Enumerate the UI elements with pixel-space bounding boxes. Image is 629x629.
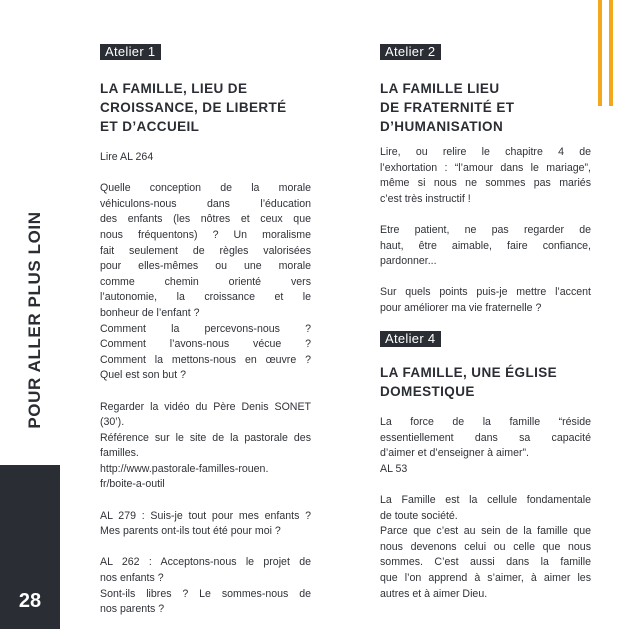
text-line: même si nous ne sommes pas mariés (380, 177, 591, 190)
text-line: nous fréquentons) ? Un moralisme (100, 228, 311, 241)
atelier-4-title (380, 363, 592, 401)
text-line: La force de la famille “réside (380, 416, 591, 428)
text-line: nos enfants ? (100, 572, 164, 585)
title-line: LA FAMILLE LIEU (380, 81, 500, 96)
text-line: d’aimer et d’enseigner à aimer”. (380, 447, 529, 460)
text-line: AL 279 : Suis-je tout pour mes enfants ? (100, 509, 311, 522)
text-line: comme chemin orienté vers (100, 275, 311, 288)
text-line: http://www.pastorale-familles-rouen. (100, 462, 269, 475)
text-line: véhiculons-nous dans l’éducation (100, 197, 311, 210)
title-line: D’HUMANISATION (380, 119, 504, 134)
text-line: Quelle conception de la morale (100, 182, 311, 195)
text-line: fr/boite-a-outil (100, 478, 165, 491)
text-line: sommes. C’est aussi dans la famille (380, 556, 591, 569)
atelier-2-title (380, 79, 592, 136)
text-line: nous devenons celui ou celle que nous (380, 540, 591, 553)
text-line: Parce que c’est au sein de la famille que (380, 525, 591, 538)
text-line: pour elles-mêmes ou une morale (100, 260, 311, 273)
title-line: LA FAMILLE, LIEU DE (100, 81, 248, 96)
atelier-1-body (100, 150, 311, 618)
text-line: l’autonomie, la croissance et le (100, 291, 311, 304)
text-line: Comment la percevons-nous ? (100, 322, 311, 335)
text-line: (30’). (100, 416, 125, 429)
atelier-4-body (380, 415, 591, 602)
title-line: DOMESTIQUE (380, 384, 475, 399)
section-title-vertical: POUR ALLER PLUS LOIN (25, 211, 44, 429)
atelier-2-badge: Atelier 2 (380, 44, 441, 60)
atelier-2-body (380, 145, 591, 317)
text-line: nos parents ? (100, 603, 165, 616)
text-line: Comment la mettons-nous en œuvre ? (100, 353, 311, 366)
atelier-1-badge: Atelier 1 (100, 44, 161, 60)
text-line: haut, être aimable, faire confiance, (380, 239, 591, 252)
text-line: que l’on apprend à s’aimer, à aimer les (380, 571, 591, 584)
text-line: familles. (100, 447, 139, 460)
text-line: fait seulement de règles valorisées (100, 244, 311, 257)
text-line: Sur quels points puis-je mettre l’accent (380, 286, 591, 299)
text-line: autres et à aimer Dieu. (380, 587, 488, 600)
text-line: de toute société. (380, 509, 458, 522)
page-number: 28 (18, 590, 42, 612)
text-line: Regarder la vidéo du Père Denis SONET (100, 400, 311, 413)
accent-line-1 (598, 0, 602, 106)
text-line: Comment l’avons-nous vécue ? (100, 338, 311, 351)
text-line: pardonner... (380, 255, 437, 268)
text-line: La Famille est la cellule fondamentale (380, 493, 591, 506)
title-line: ET D’ACCUEIL (100, 119, 200, 134)
text-line: AL 53 (380, 462, 408, 475)
text-line: pour améliorer ma vie fraternelle ? (380, 301, 542, 314)
text-line: Sont-ils libres ? Le sommes-nous de (100, 587, 311, 600)
title-line: LA FAMILLE, UNE ÉGLISE (380, 365, 558, 380)
title-line: CROISSANCE, DE LIBERTÉ (100, 100, 287, 115)
text-line: Lire, ou relire le chapitre 4 de (380, 146, 591, 158)
accent-line-2 (609, 0, 613, 106)
text-line: Référence sur le site de la pastorale des (100, 431, 311, 444)
atelier-4-badge: Atelier 4 (380, 331, 441, 347)
text-line: Etre patient, ne pas regarder de (380, 223, 591, 236)
text-line: bonheur de l’enfant ? (100, 306, 200, 319)
accent-lines (598, 0, 618, 106)
title-line: DE FRATERNITÉ ET (380, 100, 515, 115)
reference-text: Lire AL 264 (100, 151, 154, 163)
text-line: Mes parents ont-ils tout été pour moi ? (100, 525, 281, 538)
text-line: essentiellement dans sa capacité (380, 431, 591, 444)
text-line: Quel est son but ? (100, 369, 186, 382)
text-line: l’exhortation : “l’amour dans le mariage”, (380, 161, 591, 174)
text-line: c’est très instructif ! (380, 192, 471, 205)
text-line: AL 262 : Acceptons-nous le projet de (100, 556, 311, 569)
atelier-1-title (100, 79, 312, 136)
text-line: des enfants (les nôtres et ceux que (100, 213, 311, 226)
